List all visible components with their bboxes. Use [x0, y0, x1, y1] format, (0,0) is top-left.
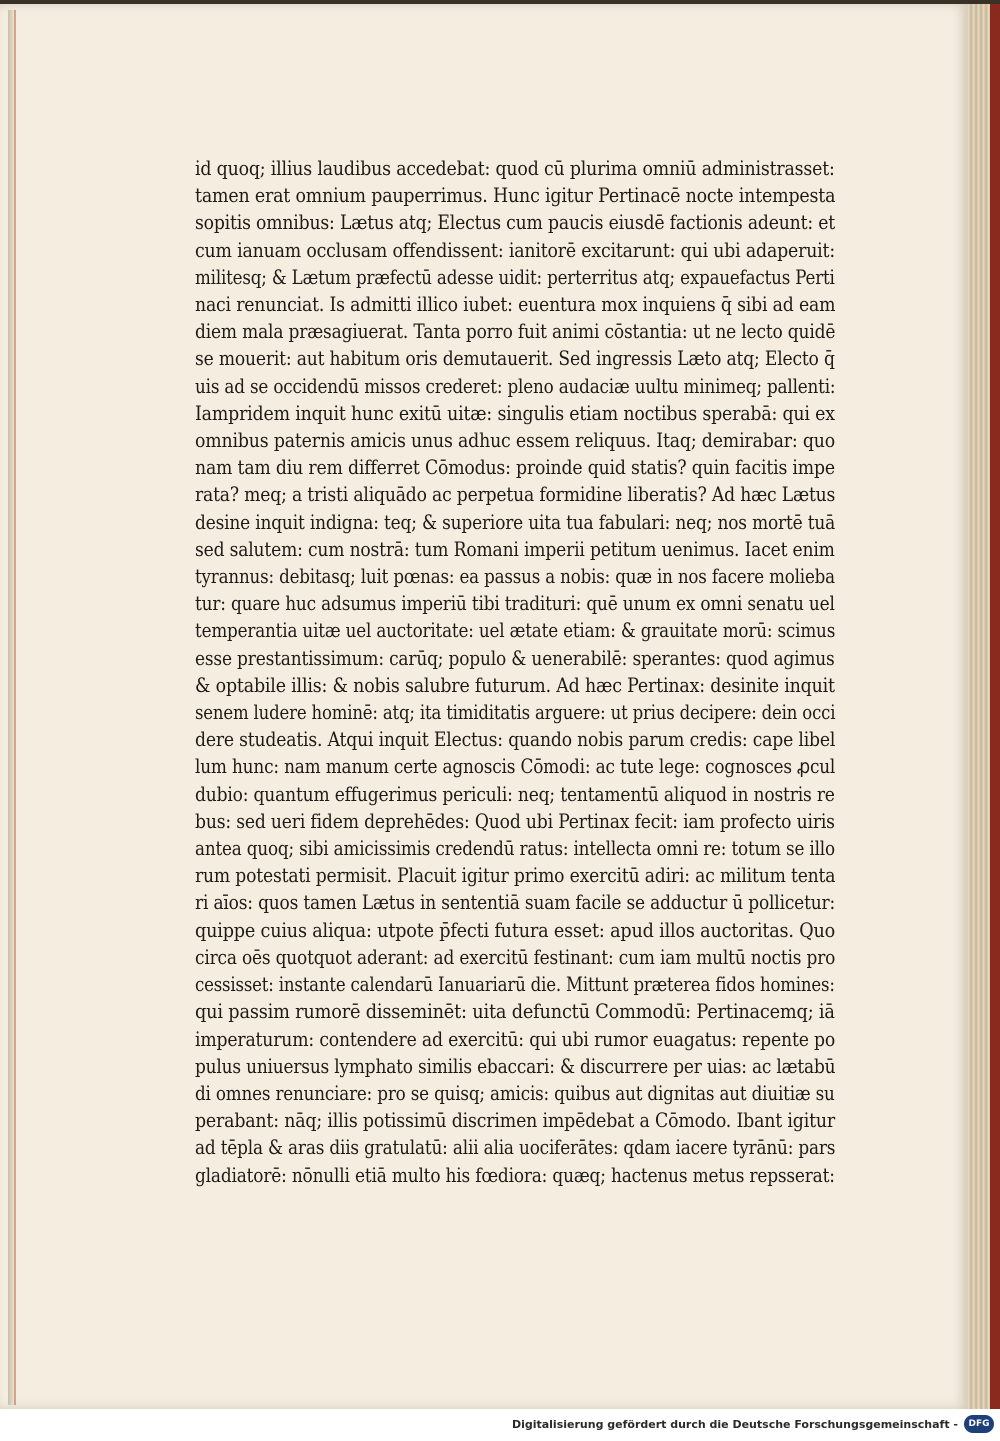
text-line: cum ianuam occlusam offendissent: ianitorē excitarunt: qui ubi adaperuit:: [195, 238, 836, 262]
text-line: pulus uniuersus lymphato similis ebaccari: & discurrere per uias: ac lætabū: [195, 1054, 836, 1078]
text-line: di omnes renunciare: pro se quisq; amicis: quibus aut dignitas aut diuitiæ su: [195, 1081, 835, 1105]
text-line: circa oēs quotquot aderant: ad exercitū festinant: cum iam multū noctis pro: [195, 945, 836, 969]
text-line: desine inquit indigna: teq; & superiore uita tua fabulari: neq; nos mortē tuā: [195, 510, 836, 534]
text-line: rata? meq; a tristi aliquādo ac perpetua formidine liberatis? Ad hæc Lætus: [195, 483, 836, 507]
dfg-logo-text: DFG: [968, 1419, 990, 1429]
text-line: temperantia uitæ uel auctoritate: uel ætate etiam: & grauitate morū: scimus: [195, 619, 836, 643]
text-line: gladiatorē: nōnulli etiā multo his fœdiora: quæq; hactenus metus repsserat:: [195, 1163, 835, 1187]
text-line: rum potestati permisit. Placuit igitur primo exercitū adiri: ac militum tenta: [195, 864, 836, 888]
text-line: tamen erat omnium pauperrimus. Hunc igitur Pertinacē nocte intempesta: [195, 184, 836, 208]
text-line: Iampridem inquit hunc exitū uitæ: singulis etiam noctibus sperabā: qui ex: [195, 401, 835, 425]
text-line: senem ludere hominē: atq; ita timiditatis arguere: ut prius decipere: dein occi: [195, 701, 836, 725]
text-line: naci renunciat. Is admitti illico iubet: euentura mox inquiens q̄ sibi ad eam: [195, 293, 836, 317]
text-line: bus: sed ueri fidem deprehēdes: Quod ubi Pertinax fecit: iam profecto uiris: [195, 809, 835, 833]
text-line: id quoq; illius laudibus accedebat: quod cū plurima omniū administrasset:: [195, 157, 835, 180]
text-line: nam tam diu rem differret Cōmodus: proinde quid statis? quin facitis impe: [195, 456, 835, 480]
text-line: quippe cuius aliqua: utpote p̄fecti futura esset: apud illos auctoritas. Quo: [195, 918, 836, 942]
text-line: & optabile illis: & nobis salubre futurum. Ad hæc Pertinax: desinite inquit: [195, 673, 835, 697]
text-line: ri aīos: quos tamen Lætus in sententiā suam facile se adductur ū pollicetur:: [195, 891, 836, 915]
text-line: tur: quare huc adsumus imperiū tibi tradituri: quē unum ex omni senatu uel: [195, 592, 835, 616]
text-line: dubio: quantum effugerimus periculi: neq; tentamentū aliquod in nostris re: [195, 782, 835, 806]
text-line: qui passim rumorē disseminēt: uita defunctū Commodū: Pertinacemq; iā: [195, 1000, 835, 1024]
text-line: antea quoq; sibi amicissimis credendū ratus: intellecta omni re: totum se illo: [195, 837, 835, 861]
text-line: tyrannus: debitasq; luit pœnas: ea passus a nobis: quæ in nos facere molieba: [195, 565, 835, 589]
text-line: imperaturum: contendere ad exercitū: qui ubi rumor euagatus: repente po: [195, 1027, 836, 1051]
book-cover-edge: [990, 4, 1000, 1409]
text-line: sed salutem: cum nostrā: tum Romani imperii petitum uenimus. Iacet enim: [195, 537, 835, 561]
text-line: omnibus paternis amicis unus adhuc essem reliquus. Itaq; demirabar: quo: [195, 429, 836, 453]
funding-notice: Digitalisierung gefördert durch die Deutsche Forschungsgemeinschaft -: [511, 1418, 958, 1431]
text-line: ad tēpla & aras diis gratulatū: alii alia uociferātes: qdam iacere tyrānū: pars: [195, 1136, 836, 1160]
text-line: dere studeatis. Atqui inquit Electus: quando nobis parum credis: cape libel: [195, 728, 836, 752]
text-line: se mouerit: aut habitum oris demutauerit. Sed ingressis Læto atq; Electo q̄: [195, 347, 835, 371]
text-line: perabant: nāq; illis potissimū discrimen impēdebat a Cōmodo. Ibant igitur: [195, 1109, 836, 1133]
text-line: uis ad se occidendū missos crederet: pleno audaciæ uultu minimeq; pallenti:: [195, 374, 836, 398]
text-line: lum hunc: nam manum certe agnoscis Cōmodi: ac tute lege: cognosces ꝓcul: [195, 755, 836, 779]
text-line: diem mala præsagiuerat. Tanta porro fuit animi cōstantia: ut ne lecto quidē: [195, 320, 836, 344]
text-line: militesq; & Lætum præfectū adesse uidit: perterritus atq; expauefactus Perti: [195, 265, 835, 289]
text-line: cessisset: instante calendarū Ianuariarū die. Mittunt præterea fidos homines:: [195, 973, 835, 997]
page-text-block: [195, 155, 835, 1189]
dfg-logo-icon: [964, 1415, 994, 1433]
text-line: esse prestantissimum: carūq; populo & uenerabilē: sperantes: quod agimus: [195, 646, 835, 670]
page-red-edge: [14, 10, 16, 1405]
footer-bar: [0, 1409, 1000, 1441]
text-line: sopitis omnibus: Lætus atq; Electus cum paucis eiusdē factionis adeunt: et: [195, 211, 836, 235]
